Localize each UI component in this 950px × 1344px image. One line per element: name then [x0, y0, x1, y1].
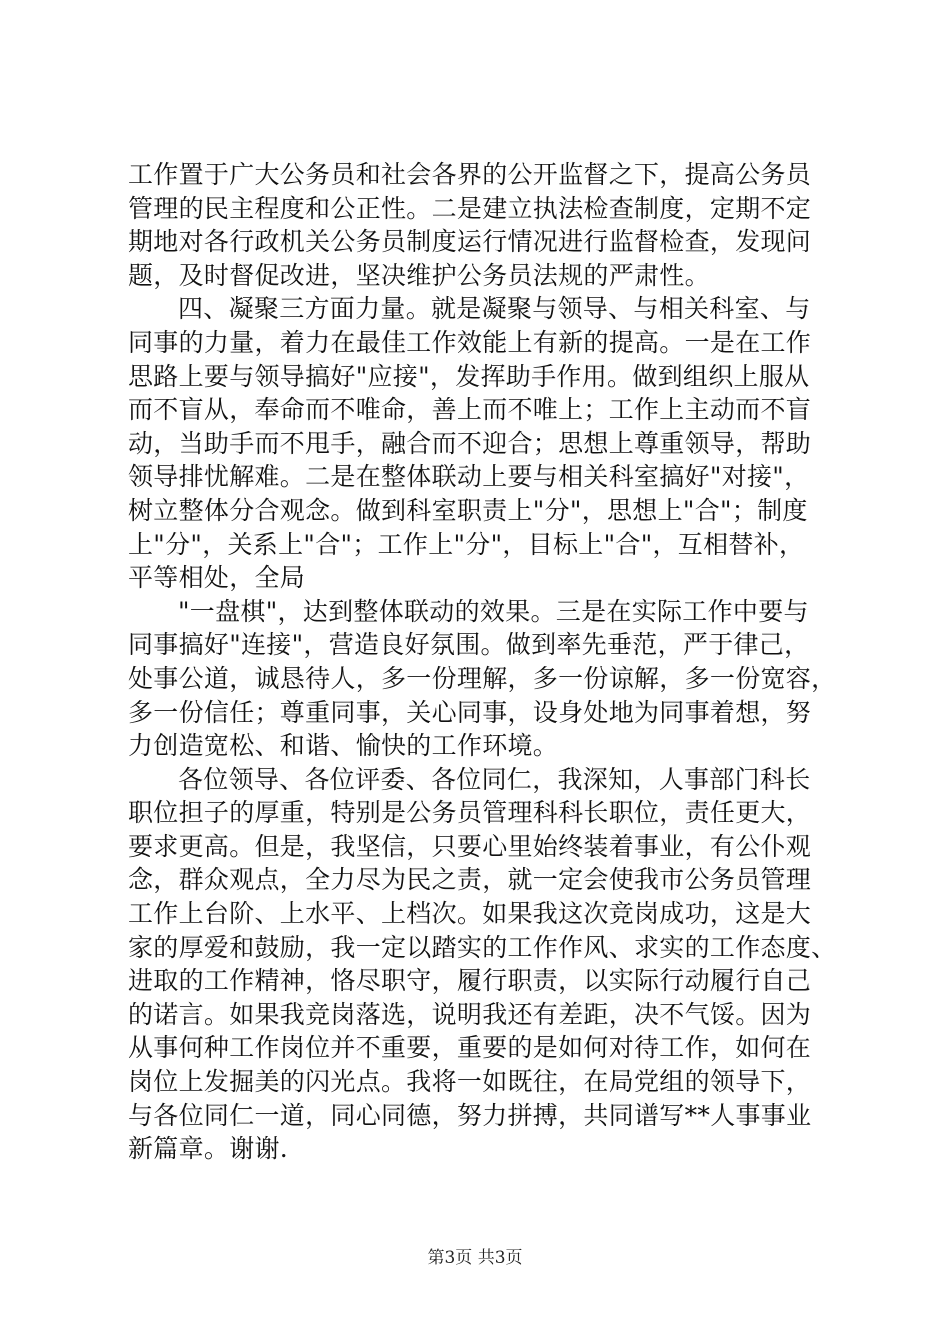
text-line: 职位担子的厚重，特别是公务员管理科科长职位，责任更大， — [128, 798, 812, 828]
text-line: "一盘棋"，达到整体联动的效果。三是在实际工作中要与 — [178, 596, 809, 626]
document-body — [128, 158, 838, 1166]
text-line: 管理的民主程度和公正性。二是建立执法检查制度，定期不定 — [128, 193, 812, 223]
text-line: 念，群众观点，全力尽为民之责，就一定会使我市公务员管理 — [128, 865, 812, 895]
text-line: 新篇章。谢谢. — [128, 1134, 289, 1164]
text-line: 而不盲从，奉命而不唯命，善上而不唯上；工作上主动而不盲 — [128, 395, 812, 425]
text-line: 力创造宽松、和谐、愉快的工作环境。 — [128, 731, 559, 761]
text-line: 工作置于广大公务员和社会各界的公开监督之下，提高公务员 — [128, 160, 812, 189]
text-line: 同事的力量，着力在最佳工作效能上有新的提高。一是在工作 — [128, 327, 812, 357]
text-line: 处事公道，诚恳待人，多一份理解，多一份谅解，多一份宽容， — [128, 663, 837, 693]
text-line: 同事搞好"连接"，营造良好氛围。做到率先垂范，严于律己， — [128, 630, 810, 660]
text-line: 要求更高。但是，我坚信，只要心里始终装着事业，有公仆观 — [128, 831, 812, 861]
text-line: 的诺言。如果我竞岗落选，说明我还有差距，决不气馁。因为 — [128, 999, 812, 1029]
page-footer: 第3页 共3页 — [427, 1248, 523, 1268]
text-line: 平等相处，全局 — [128, 563, 306, 593]
text-line: 题，及时督促改进，坚决维护公务员法规的严肃性。 — [128, 260, 710, 290]
text-line: 多一份信任；尊重同事，关心同事，设身处地为同事着想，努 — [128, 697, 812, 727]
text-line: 从事何种工作岗位并不重要，重要的是如何对待工作，如何在 — [128, 1033, 812, 1063]
text-line: 动，当助手而不甩手，融合而不迎合；思想上尊重领导，帮助 — [128, 428, 812, 458]
text-line: 工作上台阶、上水平、上档次。如果我这次竞岗成功，这是大 — [128, 899, 812, 929]
text-line: 岗位上发掘美的闪光点。我将一如既往，在局党组的领导下， — [128, 1067, 812, 1097]
text-line: 进取的工作精神，恪尽职守，履行职责，以实际行动履行自己 — [128, 966, 812, 996]
text-line: 思路上要与领导搞好"应接"，发挥助手作用。做到组织上服从 — [128, 361, 810, 391]
text-line: 四、凝聚三方面力量。就是凝聚与领导、与相关科室、与 — [178, 294, 811, 324]
text-line: 与各位同仁一道，同心同德，努力拼搏，共同谱写**人事事业 — [128, 1100, 812, 1130]
text-line: 各位领导、各位评委、各位同仁，我深知，人事部门科长 — [178, 764, 811, 794]
text-line: 期地对各行政机关公务员制度运行情况进行监督检查，发现问 — [128, 227, 812, 257]
text-line: 领导排忧解难。二是在整体联动上要与相关科室搞好"对接"， — [128, 462, 810, 492]
text-line: 家的厚爱和鼓励，我一定以踏实的工作作风、求实的工作态度、 — [128, 932, 837, 962]
text-line: 树立整体分合观念。做到科室职责上"分"，思想上"合"；制度 — [128, 495, 808, 525]
text-line: 上"分"，关系上"合"；工作上"分"，目标上"合"，互相替补， — [128, 529, 805, 559]
